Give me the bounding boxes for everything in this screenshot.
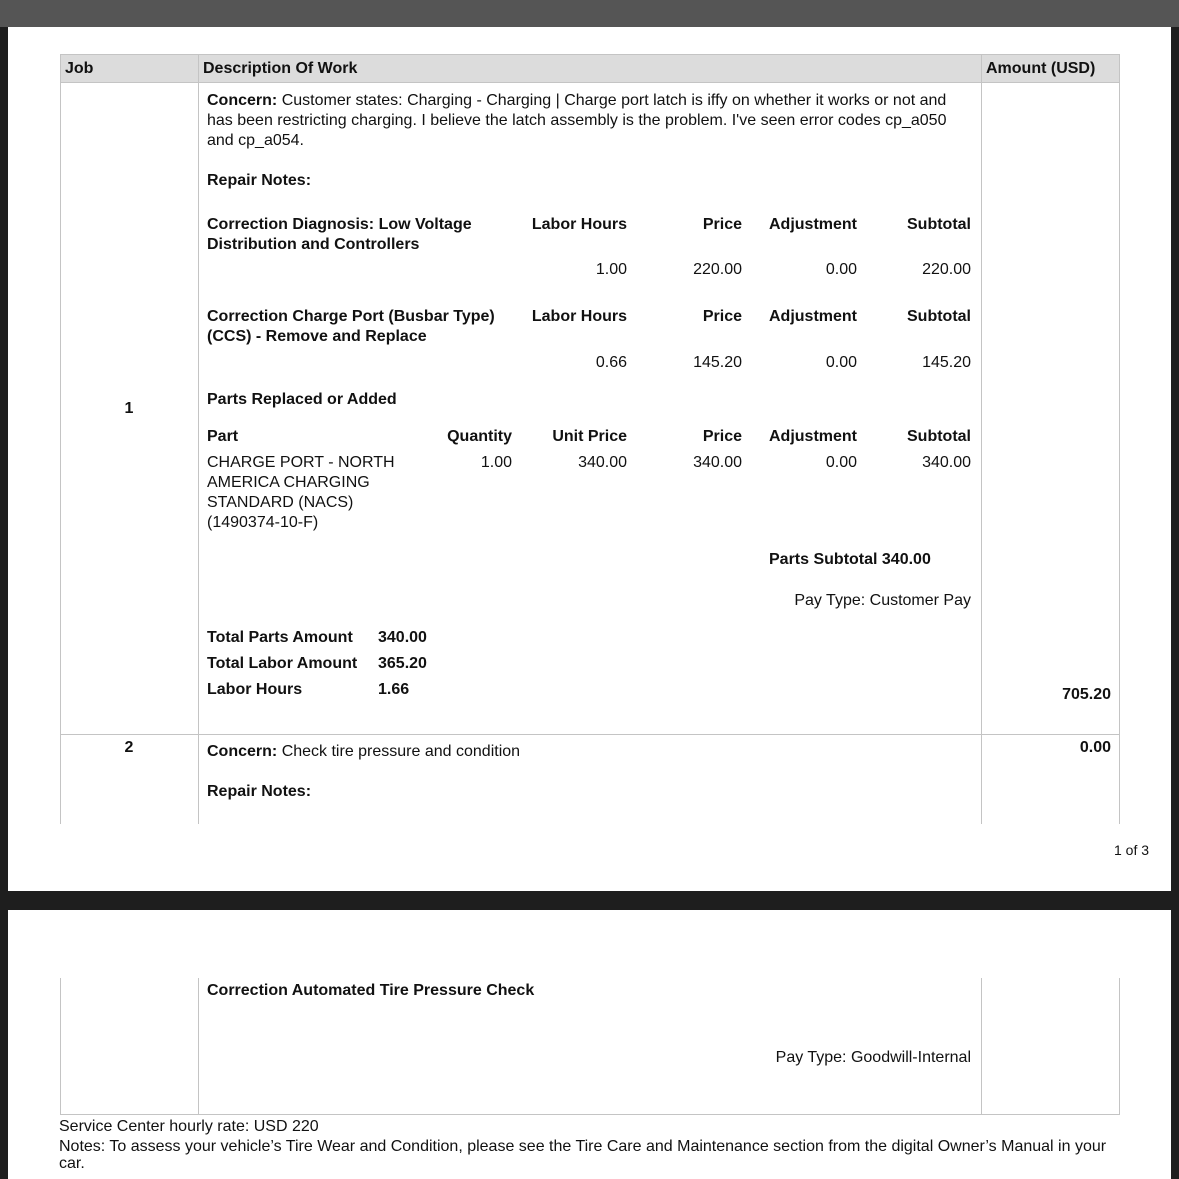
job-1-pay-type: Pay Type: Customer Pay — [794, 592, 971, 609]
part-price: 340.00 — [693, 454, 742, 471]
total-parts-value: 340.00 — [378, 629, 427, 646]
labor-hours-label: Labor Hours — [207, 681, 303, 698]
correction-2-adjustment-header: Adjustment — [769, 308, 857, 325]
job-1-concern-text: Customer states: Charging - Charging | Charge port latch is iffy on whether it works or not and has been restricting charging. I believe the latch assembly is the problem. I've seen error codes cp_a050 and cp_a054. — [207, 92, 947, 149]
parts-header-adjustment: Adjustment — [769, 428, 857, 445]
row-divider — [60, 734, 1120, 735]
job-1-concern — [207, 91, 967, 151]
correction-1-price-header: Price — [702, 216, 742, 233]
total-parts-label: Total Parts Amount — [207, 629, 353, 646]
footer-notes: Notes: To assess your vehicle’s Tire Wear and Condition, please see the Tire Care and Maintenance section from the digital Owner’s Manual in your car. — [59, 1138, 1107, 1172]
correction-1-labor-hours-header: Labor Hours — [531, 216, 627, 233]
page2-table-bottom — [60, 1114, 1120, 1115]
correction-2-price-header: Price — [702, 308, 742, 325]
correction-1-adjustment-header: Adjustment — [769, 216, 857, 233]
job-2-number: 2 — [124, 739, 134, 756]
parts-header-quantity: Quantity — [447, 428, 512, 445]
parts-header-price: Price — [702, 428, 742, 445]
parts-section-title: Parts Replaced or Added — [207, 391, 397, 408]
job-1-repair-notes-label: Repair Notes: — [207, 172, 312, 189]
job-1-amount: 705.20 — [1062, 686, 1111, 703]
correction-1-subtotal-header: Subtotal — [907, 216, 971, 233]
hourly-rate: Service Center hourly rate: USD 220 — [59, 1118, 319, 1135]
header-description: Description Of Work — [203, 60, 358, 77]
job-2-amount: 0.00 — [1079, 739, 1111, 756]
job-1-number: 1 — [124, 400, 134, 417]
page-number: 1 of 3 — [1114, 842, 1150, 858]
page2-border-left — [60, 978, 61, 1114]
job-1-concern-label: Concern: — [207, 92, 278, 109]
table-border-right — [1119, 54, 1120, 824]
correction-1-labor-hours: 1.00 — [595, 261, 627, 278]
document-page-2 — [8, 910, 1171, 1179]
table-border-left — [60, 54, 61, 824]
page2-column-divider-job — [198, 978, 199, 1114]
header-amount: Amount (USD) — [986, 60, 1096, 77]
correction-2-subtotal: 145.20 — [922, 354, 971, 371]
part-adjustment: 0.00 — [825, 454, 857, 471]
correction-1-subtotal: 220.00 — [922, 261, 971, 278]
correction-1-adjustment: 0.00 — [825, 261, 857, 278]
page2-column-divider-amount — [981, 978, 982, 1114]
correction-2-adjustment: 0.00 — [825, 354, 857, 371]
correction-1-price: 220.00 — [693, 261, 742, 278]
job-2-repair-notes-label: Repair Notes: — [207, 783, 312, 800]
header-job: Job — [65, 60, 94, 77]
parts-header-part: Part — [207, 428, 239, 445]
part-subtotal: 340.00 — [922, 454, 971, 471]
correction-2-labor-hours: 0.66 — [595, 354, 627, 371]
job-2-concern-label: Concern: — [207, 743, 278, 760]
correction-2-labor-hours-header: Labor Hours — [531, 308, 627, 325]
correction-2-price: 145.20 — [693, 354, 742, 371]
correction-1-title: Correction Diagnosis: Low Voltage Distribution and Controllers — [207, 216, 472, 253]
column-divider-job — [198, 54, 199, 824]
table-border-top — [60, 54, 1120, 55]
job-2-correction-title: Correction Automated Tire Pressure Check — [207, 982, 535, 999]
job-2-concern — [207, 742, 520, 762]
correction-2-title: Correction Charge Port (Busbar Type) (CCS) - Remove and Replace — [207, 308, 495, 345]
part-name: CHARGE PORT - NORTH AMERICA CHARGING STANDARD (NACS)(1490374-10-F) — [207, 454, 395, 531]
total-labor-value: 365.20 — [378, 655, 427, 672]
total-labor-label: Total Labor Amount — [207, 655, 358, 672]
labor-hours-value: 1.66 — [378, 681, 410, 698]
page2-border-right — [1119, 978, 1120, 1114]
header-divider — [60, 82, 1120, 83]
parts-header-unit-price: Unit Price — [552, 428, 627, 445]
viewer-toolbar — [0, 0, 1179, 27]
part-unit-price: 340.00 — [578, 454, 627, 471]
job-2-pay-type: Pay Type: Goodwill-Internal — [775, 1049, 971, 1066]
parts-subtotal: Parts Subtotal 340.00 — [769, 551, 931, 568]
parts-header-subtotal: Subtotal — [907, 428, 971, 445]
correction-2-subtotal-header: Subtotal — [907, 308, 971, 325]
job-2-concern-text: Check tire pressure and condition — [281, 743, 521, 760]
part-quantity: 1.00 — [480, 454, 512, 471]
document-page-1 — [8, 27, 1171, 891]
column-divider-amount — [981, 54, 982, 824]
